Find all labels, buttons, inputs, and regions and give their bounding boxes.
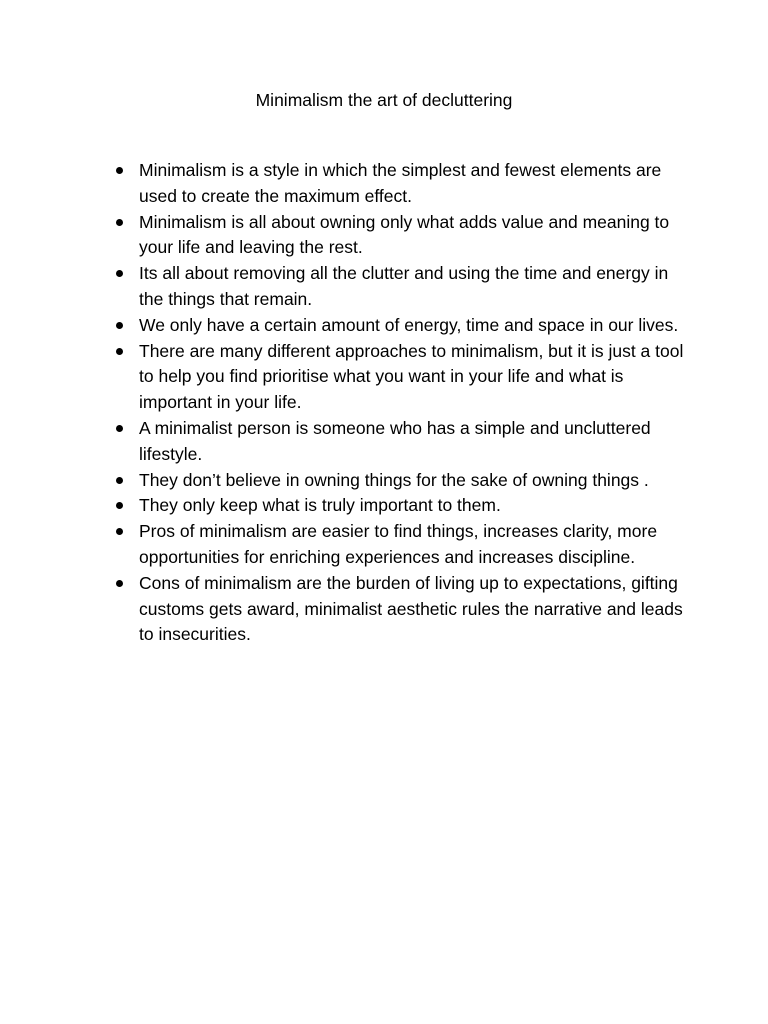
list-item-text: Minimalism is all about owning only what adds value and meaning to your life and leaving the rest. [139, 211, 670, 258]
list-item [139, 339, 684, 416]
list-item [139, 416, 684, 468]
list-item [139, 261, 684, 313]
list-item [139, 493, 684, 519]
list-item [139, 519, 684, 571]
bullet-icon [116, 528, 123, 535]
list-item-text: There are many different approaches to minimalism, but it is just a tool to help you find prioritise what you want in your life and what is important in your life. [139, 340, 684, 413]
bullet-icon [116, 425, 123, 432]
bullet-icon [116, 477, 123, 484]
list-item-text: Its all about removing all the clutter and using the time and energy in the things that remain. [139, 263, 669, 309]
list-item-text: They only keep what is truly important to them. [139, 495, 501, 516]
bullet-list [139, 158, 684, 648]
bullet-icon [116, 580, 123, 587]
list-item-text: Pros of minimalism are easier to find things, increases clarity, more opportunities for enriching experiences and increases discipline. [139, 521, 658, 567]
list-item-text: They don’t believe in owning things for the sake of owning things . [139, 469, 649, 490]
bullet-icon [116, 219, 123, 226]
list-item-text: A minimalist person is someone who has a simple and uncluttered lifestyle. [139, 417, 651, 464]
bullet-icon [116, 167, 123, 174]
list-item [139, 313, 684, 339]
list-item [139, 468, 684, 494]
bullet-icon [116, 348, 123, 355]
document-title: Minimalism the art of decluttering [255, 90, 513, 110]
bullet-icon [116, 322, 123, 329]
bullet-icon [116, 270, 123, 277]
list-item-text: We only have a certain amount of energy, time and space in our lives. [139, 314, 679, 335]
list-item [139, 571, 684, 648]
list-item [139, 210, 684, 262]
bullet-icon [116, 502, 123, 509]
list-item-text: Minimalism is a style in which the simplest and fewest elements are used to create the maximum effect. [139, 160, 662, 206]
list-item-text: Cons of minimalism are the burden of living up to expectations, gifting customs gets award, minimalist aesthetic rules the narrative and leads to insecurities. [139, 572, 683, 645]
list-item [139, 158, 684, 210]
